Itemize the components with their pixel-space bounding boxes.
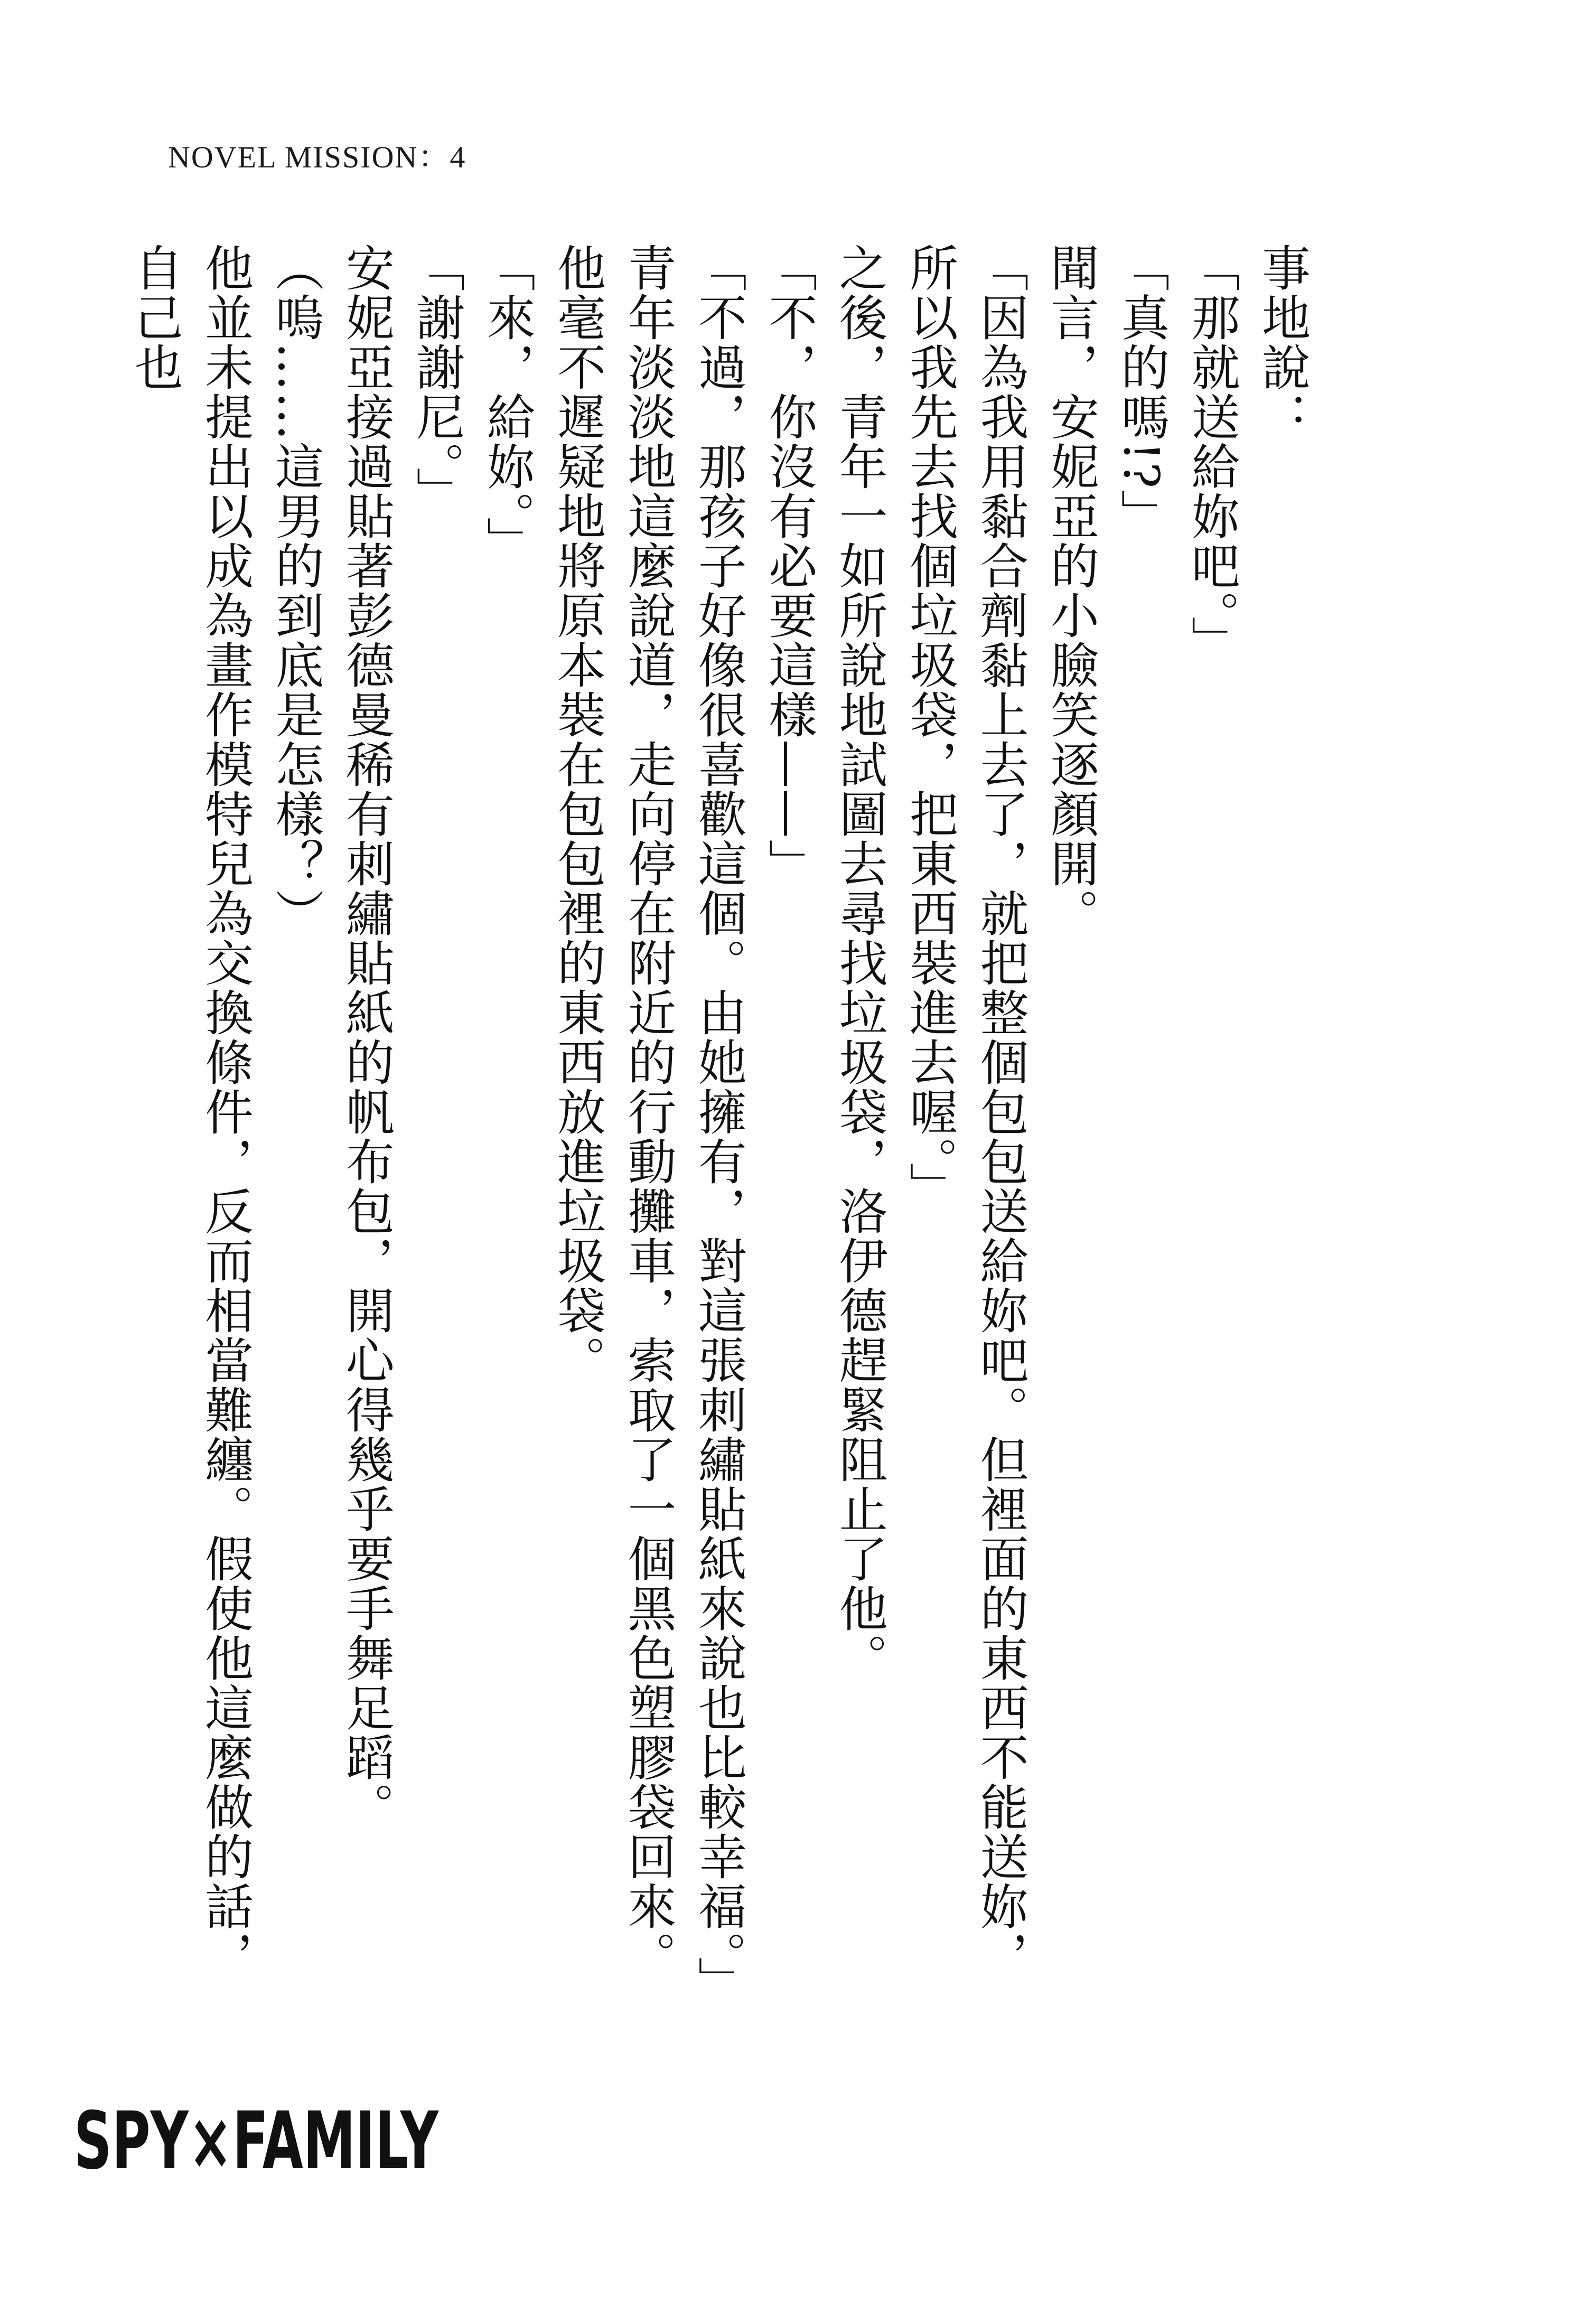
logo-wordmark: SPY×FAMILY [74, 2095, 439, 2187]
paragraph: 安妮亞接過貼著彭德曼稀有刺繡貼紙的帆布包，開心得幾乎要手舞足蹈。 [338, 243, 395, 1832]
paragraph: 「真的嗎!?」 [1113, 243, 1170, 539]
paragraph: 「因為我用黏合劑黏上去了，就把整個包包送給妳吧。但裡面的東西不能送妳，所以我先去找個垃圾袋，把東西裝進去喔。」 [902, 243, 1029, 1981]
paragraph: 青年淡淡地這麼說道，走向停在附近的行動攤車，索取了一個黑色塑膠袋回來。 [620, 243, 677, 1981]
paragraph: 「不過，那孩子好像很喜歡這個。由她擁有，對這張刺繡貼紙來說也比較幸福。」 [690, 243, 747, 2006]
paragraph: 「不，你沒有必要這樣——」 [761, 243, 818, 888]
paragraph: 他並未提出以成為畫作模特兒為交換條件，反而相當難纏。假使他這麼做的話，自己也 [126, 243, 254, 1981]
paragraph: 事地說： [1254, 243, 1311, 442]
novel-body [119, 243, 1317, 2006]
logo-graphic [74, 2084, 444, 2189]
paragraph: 「謝謝尼。」 [408, 243, 465, 517]
paragraph: 「那就送給妳吧。」 [1183, 243, 1240, 666]
paragraph: 聞言，安妮亞的小臉笑逐顏開。 [1042, 243, 1099, 938]
page-header: NOVEL MISSION：4 [168, 140, 466, 174]
paragraph: 他毫不遲疑地將原本裝在包包裡的東西放進垃圾袋。 [549, 243, 606, 1385]
paragraph: （嗚……這男的到底是怎樣？） [267, 243, 324, 938]
paragraph: 「來，給妳。」 [479, 243, 536, 566]
paragraph: 之後，青年一如所說地試圖去尋找垃圾袋，洛伊德趕緊阻止了他。 [831, 243, 888, 1683]
spy-family-logo [74, 2084, 444, 2189]
